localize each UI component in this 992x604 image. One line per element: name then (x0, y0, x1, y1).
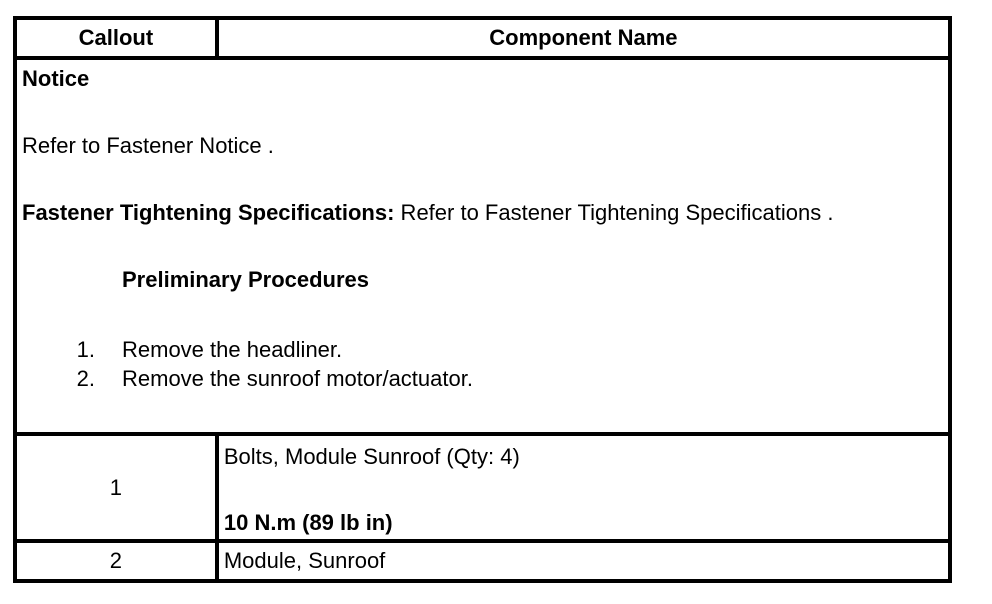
table-header-row (15, 18, 950, 58)
table-row (15, 541, 950, 581)
step-text: Remove the sunroof motor/actuator. (122, 366, 473, 391)
tightening-spec-label: Fastener Tightening Specifications: (22, 200, 395, 225)
callout-cell: 1 (15, 434, 217, 541)
callout-cell: 2 (15, 541, 217, 581)
tightening-spec-text: Refer to Fastener Tightening Specifications . (394, 200, 834, 225)
component-name: Module, Sunroof (223, 548, 386, 573)
notice-title: Notice (22, 66, 90, 91)
procedure-step (22, 364, 948, 393)
component-name-cell (217, 541, 950, 581)
preliminary-procedures-title: Preliminary Procedures (122, 267, 370, 292)
table-row (15, 434, 950, 541)
procedure-steps (22, 335, 948, 393)
callout-header: Callout (15, 18, 217, 58)
component-name-cell (217, 434, 950, 541)
notice-row (15, 58, 950, 434)
step-number: 2. (76, 366, 95, 391)
procedure-step (22, 335, 948, 364)
notice-cell (15, 58, 950, 434)
component-table (13, 16, 952, 583)
torque-spec: 10 N.m (89 lb in) (223, 510, 393, 535)
tightening-spec-line (22, 200, 948, 226)
step-number: 1. (76, 337, 95, 362)
fastener-notice-text: Refer to Fastener Notice . (22, 133, 274, 158)
step-text: Remove the headliner. (122, 337, 343, 362)
component-name-header: Component Name (217, 18, 950, 58)
component-name: Bolts, Module Sunroof (Qty: 4) (223, 444, 520, 469)
